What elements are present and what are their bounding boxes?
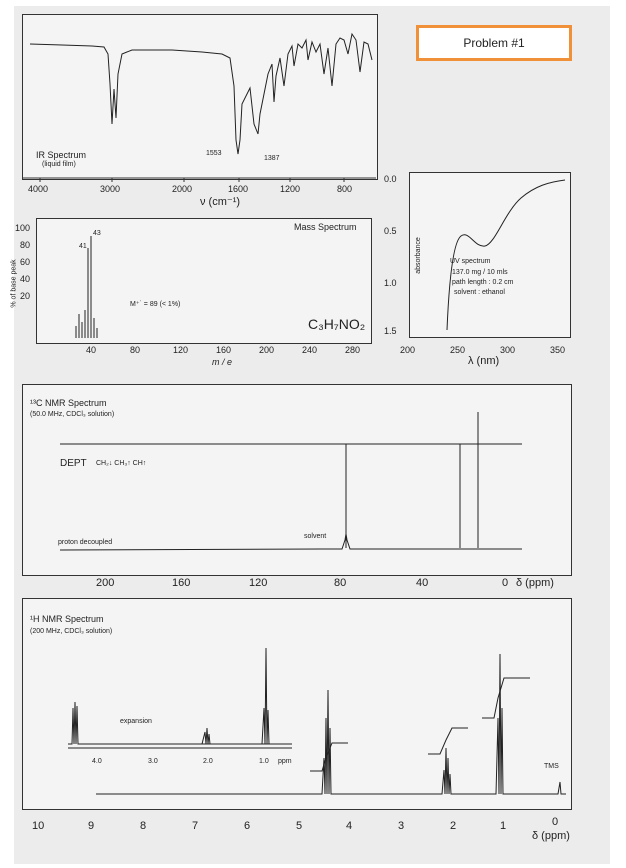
- ir-x-tick: 1200: [280, 184, 301, 194]
- ms-y-tick: 100: [15, 223, 31, 233]
- h1-title: ¹H NMR Spectrum: [30, 614, 104, 624]
- uv-y-tick: 0.5: [384, 226, 397, 236]
- ms-x-tick: 80: [130, 345, 141, 355]
- ms-x-tick: 280: [345, 345, 361, 355]
- h1-expansion-unit: ppm: [278, 758, 292, 765]
- c13-subtitle: (50.0 MHz, CDCl₃ solution): [30, 411, 115, 418]
- uv-x-tick: 200: [400, 345, 416, 355]
- ir-peak-label-1387: 1387: [264, 155, 280, 162]
- c13-title: ¹³C NMR Spectrum: [30, 398, 107, 408]
- uv-info-line: 137.0 mg / 10 mls: [452, 269, 508, 276]
- uv-absorbance-curve: [409, 172, 569, 336]
- ms-x-tick: 40: [86, 345, 97, 355]
- c13-x-axis-label: δ (ppm): [516, 577, 554, 589]
- ir-x-axis: [22, 178, 376, 186]
- h1-expansion-tick: 4.0: [92, 758, 102, 765]
- h1-x-tick: 4: [346, 820, 353, 832]
- ms-peak-label-41: 41: [79, 243, 87, 250]
- c13-x-tick: 200: [96, 577, 115, 589]
- c13-x-tick: 80: [334, 577, 347, 589]
- h1-x-tick: 10: [32, 820, 45, 832]
- h1-x-tick: 2: [450, 820, 457, 832]
- c13-x-tick: 120: [249, 577, 268, 589]
- uv-x-axis-label: λ (nm): [468, 355, 500, 367]
- ms-x-tick: 200: [259, 345, 275, 355]
- h1-expansion-label: expansion: [120, 718, 152, 725]
- uv-y-tick: 1.5: [384, 326, 397, 336]
- ms-y-tick: 40: [20, 274, 31, 284]
- ir-peak-label-1553: 1553: [206, 150, 222, 157]
- uv-x-tick: 300: [500, 345, 516, 355]
- ms-x-tick: 120: [173, 345, 189, 355]
- ir-x-axis-label: ν (cm⁻¹): [200, 196, 241, 208]
- h1-x-tick: 1: [500, 820, 507, 832]
- ir-x-tick: 1600: [228, 184, 249, 194]
- ir-subtitle: (liquid film): [42, 161, 76, 168]
- ms-molecular-ion: M⁺˙ = 89 (< 1%): [130, 301, 181, 308]
- c13-solvent-label: solvent: [304, 533, 327, 540]
- uv-info-line: path length : 0.2 cm: [452, 279, 514, 286]
- ir-x-tick: 800: [337, 184, 353, 194]
- uv-y-tick: 0.0: [384, 174, 397, 184]
- h1-x-tick: 0: [552, 816, 559, 828]
- ir-x-tick: 4000: [28, 184, 49, 194]
- h1-expansion-tick: 1.0: [259, 758, 269, 765]
- h1-expansion-tick: 2.0: [203, 758, 213, 765]
- c13-dept-label: DEPT: [60, 458, 87, 469]
- h1-x-tick: 6: [244, 820, 251, 832]
- ms-y-tick: 60: [20, 257, 31, 267]
- ms-x-axis-label: m / e: [212, 357, 233, 367]
- ms-y-axis-label: % of base peak: [10, 259, 18, 308]
- h1-x-tick: 9: [88, 820, 95, 832]
- problem-label: Problem #1: [416, 25, 572, 61]
- ms-title: Mass Spectrum: [294, 222, 357, 232]
- ir-x-tick: 3000: [100, 184, 121, 194]
- ms-x-tick: 160: [216, 345, 232, 355]
- ir-x-tick: 2000: [172, 184, 193, 194]
- h1-x-tick: 3: [398, 820, 405, 832]
- h1-x-axis-label: δ (ppm): [532, 830, 570, 842]
- ms-y-tick: 20: [20, 291, 31, 301]
- ms-formula: C₃H₇NO₂: [308, 316, 366, 332]
- uv-y-tick: 1.0: [384, 278, 397, 288]
- h1-x-tick: 5: [296, 820, 303, 832]
- h1-tms-label: TMS: [544, 763, 559, 770]
- ir-title: IR Spectrum: [36, 150, 87, 160]
- ms-y-tick: 80: [20, 240, 31, 250]
- h1-x-tick: 8: [140, 820, 147, 832]
- h1-spectrum-trace: [22, 598, 570, 808]
- uv-y-axis-label: absorbance: [414, 237, 422, 274]
- h1-subtitle: (200 MHz, CDCl₃ solution): [30, 628, 113, 635]
- ms-x-tick: 240: [302, 345, 318, 355]
- uv-x-tick: 350: [550, 345, 566, 355]
- ms-peak-label-43: 43: [93, 230, 101, 237]
- c13-dept-legend: CH₂↓ CH₃↑ CH↑: [96, 460, 147, 467]
- uv-x-tick: 250: [450, 345, 466, 355]
- h1-x-tick: 7: [192, 820, 199, 832]
- uv-info-line: UV spectrum: [450, 258, 491, 265]
- c13-x-tick: 0: [502, 577, 509, 589]
- c13-x-tick: 40: [416, 577, 429, 589]
- h1-expansion-tick: 3.0: [148, 758, 158, 765]
- c13-x-tick: 160: [172, 577, 191, 589]
- uv-info-line: solvent : ethanol: [454, 289, 505, 296]
- c13-decoupled-label: proton decoupled: [58, 539, 113, 546]
